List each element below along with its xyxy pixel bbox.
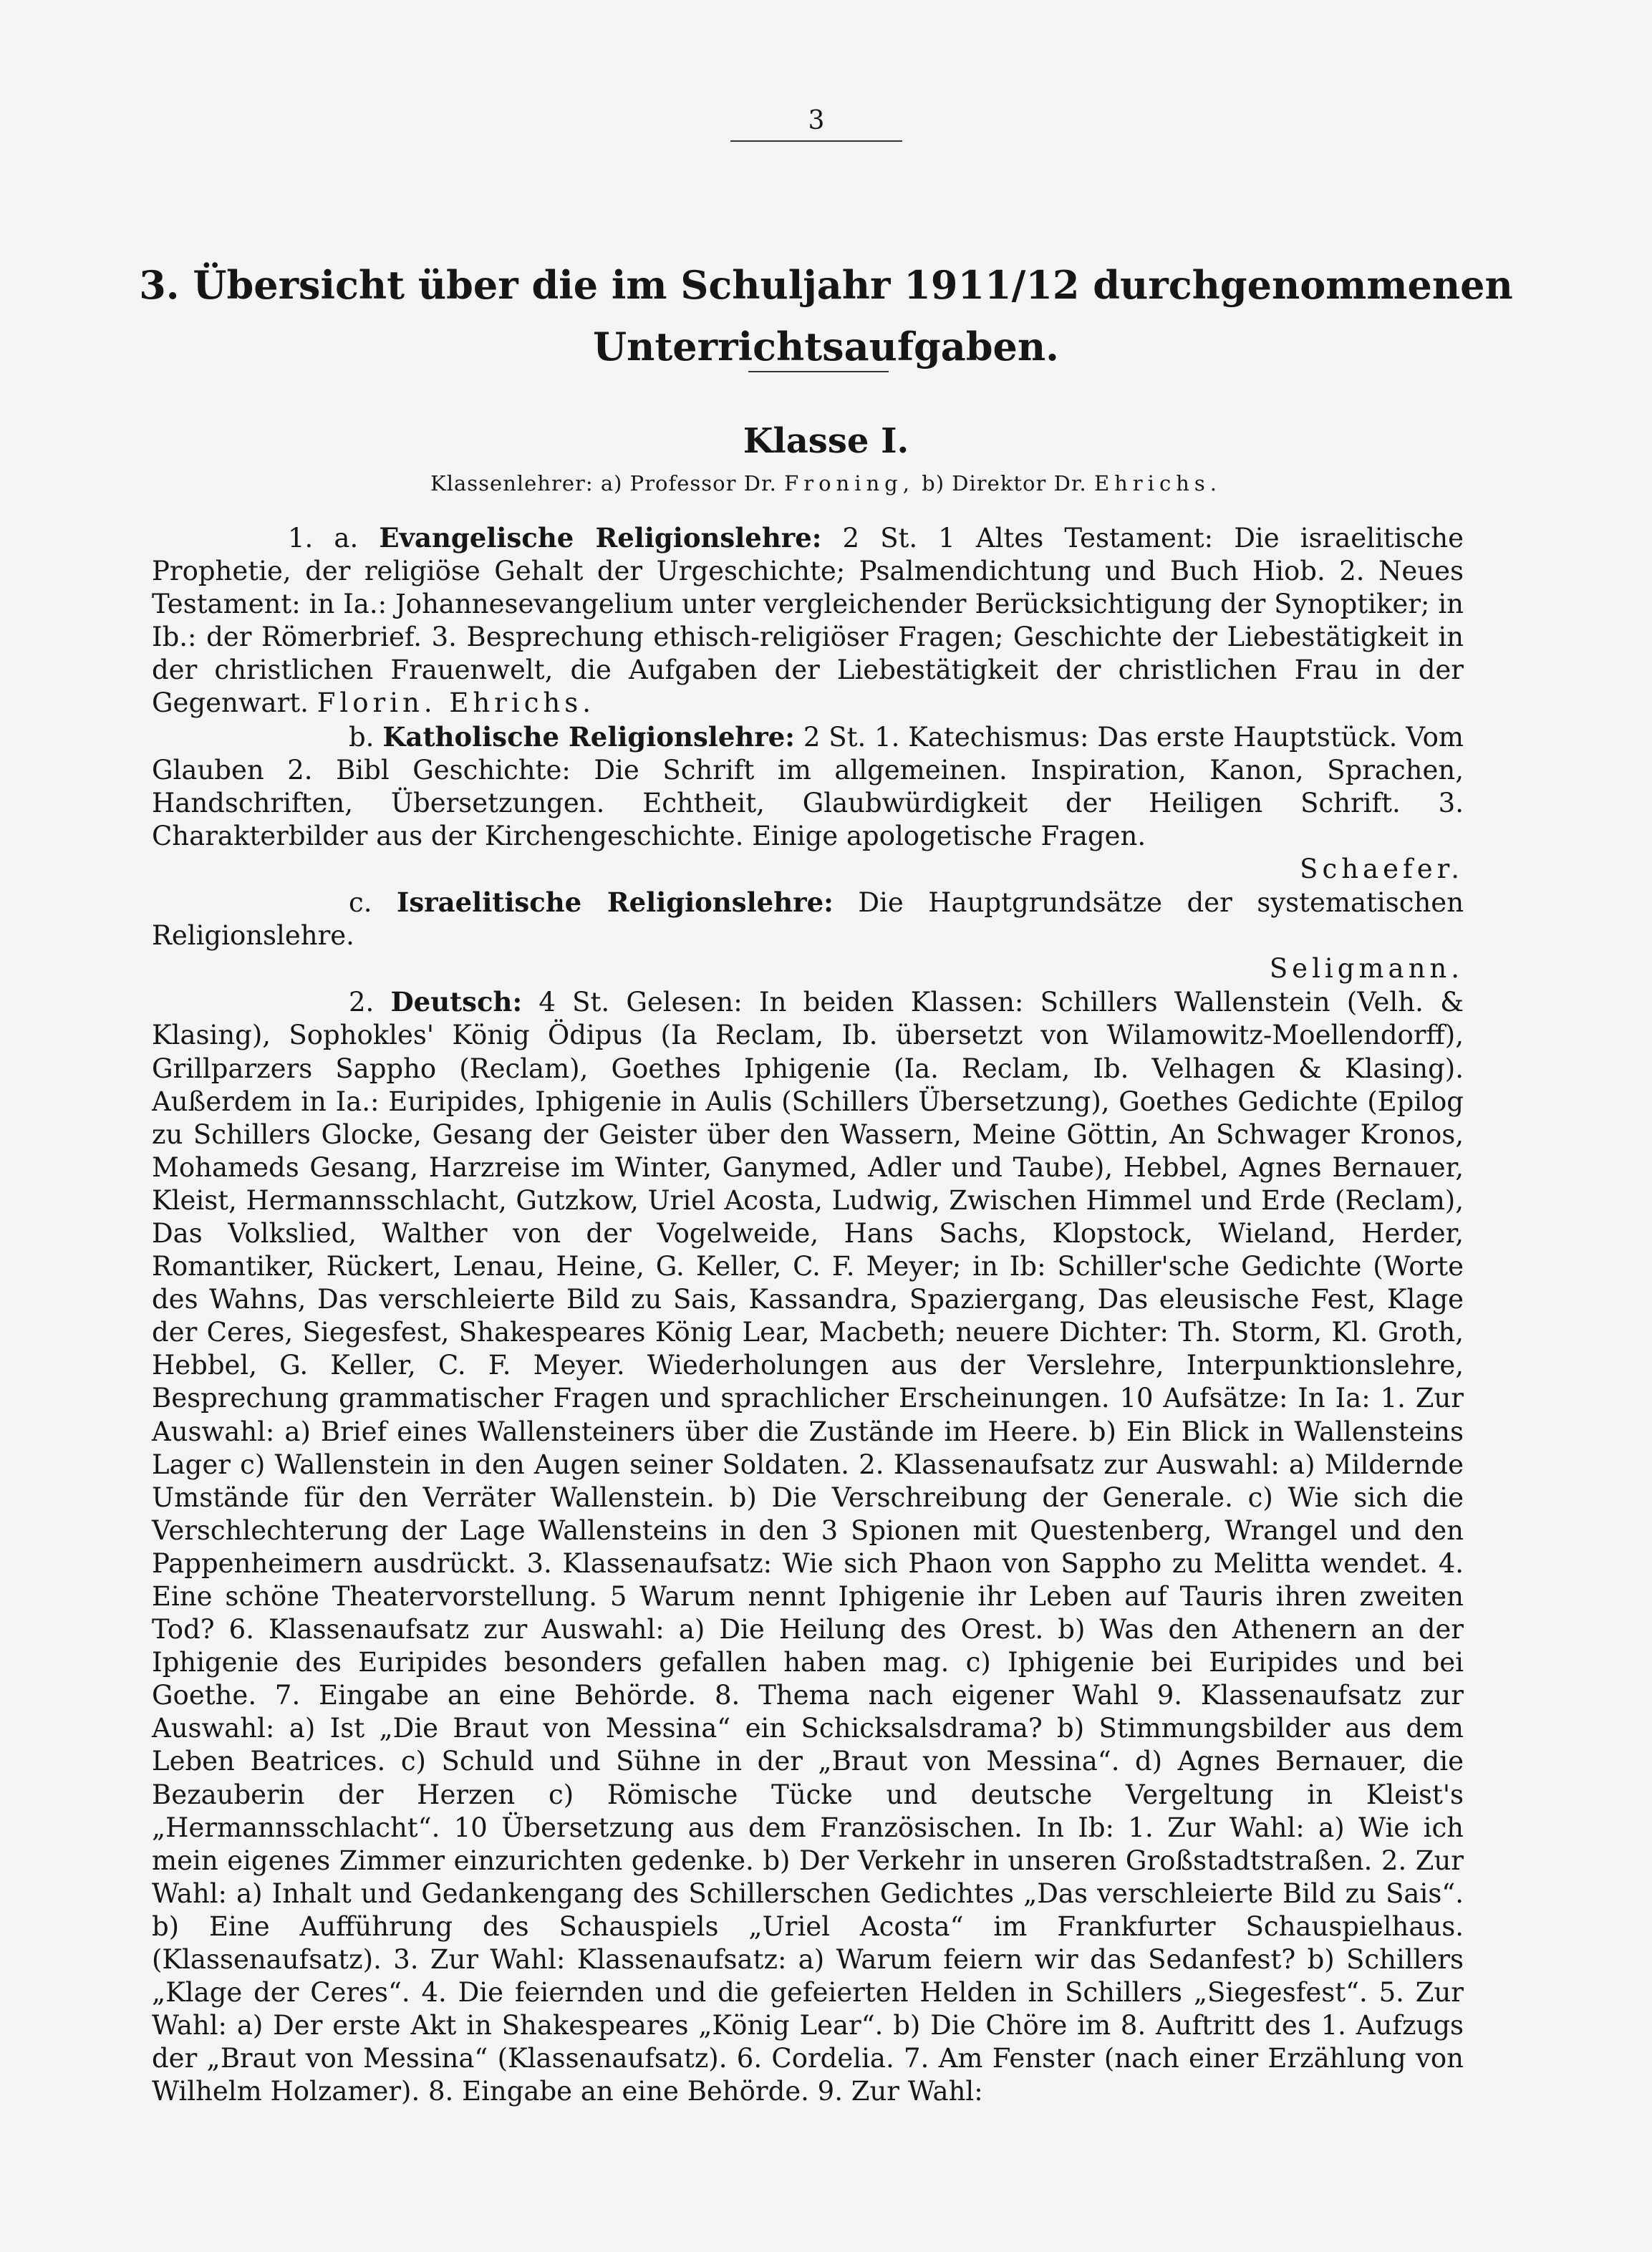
title-rule: [748, 371, 889, 372]
section-number: 1. a.: [288, 523, 359, 554]
teacher-b-name: Ehrichs.: [1093, 471, 1222, 496]
class-heading: Klasse I.: [743, 421, 909, 461]
body-text: [152, 521, 1464, 2109]
section-heading: Katholische Religionslehre:: [382, 720, 795, 753]
signature-line: [152, 853, 1464, 886]
class-teachers: [129, 471, 1523, 496]
section-number: 2.: [349, 987, 375, 1018]
section-signature: Florin. Ehrichs.: [317, 687, 596, 719]
section-catholic-religion: [152, 720, 1464, 853]
section-signature: Schaefer.: [1300, 853, 1464, 884]
section-german: [152, 985, 1464, 2108]
teachers-label: Klassenlehrer:: [430, 471, 594, 496]
section-text: 2 St. 1. Katechismus: Das erste Hauptstück. Vom Glauben 2. Bibl Geschichte: Die Schrift im allgemeinen. Inspiration, Kanon, Sprachen, Handschriften, Übersetzungen. Echtheit, Glaubwürdigkeit der Heiligen Schrift. 3. Charakterbilder aus der Kirchengeschichte. Einige apologetische Fragen.: [152, 721, 1464, 851]
section-number: b.: [349, 721, 375, 753]
section-text: 2 St. 1 Altes Testament: Die israelitische Prophetie, der religiöse Gehalt der Urgeschichte; Psalmendichtung und Buch Hiob. 2. Neues Testament: in Ia.: Johannesevangelium unter vergleichender Berücksichtigung der Synoptiker; in Ib.: der Römerbrief. 3. Besprechung ethisch-religiöser Fragen; Geschichte der Liebestätigkeit in der christlichen Frauenwelt, die Aufgaben der Liebestätigkeit der christlichen Frau in der Gegenwart.: [152, 523, 1464, 719]
section-heading: Deutsch:: [390, 986, 523, 1018]
section-number: c.: [349, 887, 372, 919]
section-signature: Seligmann.: [1269, 953, 1464, 985]
section-heading: Evangelische Religionslehre:: [379, 522, 822, 554]
teacher-b: b) Direktor Dr.: [922, 471, 1087, 496]
section-text: Die Hauptgrundsätze der systematischen Religionslehre.: [152, 887, 1464, 952]
header-rule: [730, 140, 902, 142]
section-text: 4 St. Gelesen: In beiden Klassen: Schillers Wallenstein (Velh. & Klasing), Sophokles' König Ödipus (Ia Reclam, Ib. übersetzt von Wilamowitz-Moellendorff), Grillparzers Sappho (Reclam), Goethes Iphigenie (Ia. Reclam, Ib. Velhagen & Klasing). Außerdem in Ia.: Euripides, Iphigenie in Aulis (Schillers Übersetzung), Goethes Gedichte (Epilog zu Schillers Glocke, Gesang der Geister über den Wassern, Meine Göttin, An Schwager Kronos, Mohameds Gesang, Harzreise im Winter, Ganymed, Adler und Taube), Hebbel, Agnes Bernauer, Kleist, Hermannsschlacht, Gutzkow, Uriel Acosta, Ludwig, Zwischen Himmel und Erde (Reclam), Das Volkslied, Walther von der Vogelweide, Hans Sachs, Klopstock, Wieland, Herder, Romantiker, Rückert, Lenau, Heine, G. Keller, C. F. Meyer; in Ib: Schiller'sche Gedichte (Worte des Wahns, Das verschleierte Bild zu Sais, Kassandra, Spaziergang, Das eleusische Fest, Klage der Ceres, Siegesfest, Shakespeares König Lear, Macbeth; neuere Dichter: Th. Storm, Kl. Groth, Hebbel, G. Keller, C. F. Meyer. Wiederholungen aus der Verslehre, Interpunktionslehre, Besprechung grammatischer Fragen und sprachlicher Erscheinungen. 10 Aufsätze: In Ia: 1. Zur Auswahl: a) Brief eines Wallensteiners über die Zustände im Heere. b) Ein Blick in Wallensteins Lager c) Wallenstein in den Augen seiner Soldaten. 2. Klassenaufsatz zur Auswahl: a) Mildernde Umstände für den Verräter Wallenstein. b) Die Verschreibung der Generale. c) Wie sich die Verschlechterung der Lage Wallensteins in den 3 Spionen mit Questenberg, Wrangel und den Pappenheimern ausdrückt. 3. Klassenaufsatz: Wie sich Phaon von Sappho zu Melitta wendet. 4. Eine schöne Theatervorstellung. 5 Warum nennt Iphigenie ihr Leben auf Tauris ihren zweiten Tod? 6. Klassenaufsatz zur Auswahl: a) Die Heilung des Orest. b) Was den Athenern an der Iphigenie des Euripides besonders gefallen haben mag. c) Iphigenie bei Euripides und bei Goethe. 7. Eingabe an eine Behörde. 8. Thema nach eigener Wahl 9. Klassenaufsatz zur Auswahl: a) Ist „Die Braut von Messina“ ein Schicksalsdrama? b) Stimmungsbilder aus dem Leben Beatrices. c) Schuld und Sühne in der „Braut von Messina“. d) Agnes Bernauer, die Bezauberin der Herzen c) Römische Tücke und deutsche Vergeltung in Kleist's „Hermannsschlacht“. 10 Übersetzung aus dem Französischen. In Ib: 1. Zur Wahl: a) Wie ich mein eigenes Zimmer einzurichten gedenke. b) Der Verkehr in unseren Großstadtstraßen. 2. Zur Wahl: a) Inhalt und Gedankengang des Schillerschen Gedichtes „Das verschleierte Bild zu Sais“. b) Eine Aufführung des Schauspiels „Uriel Acosta“ im Frankfurter Schauspielhaus. (Klassenaufsatz). 3. Zur Wahl: Klassenaufsatz: a) Warum feiern wir das Sedanfest? b) Schillers „Klage der Ceres“. 4. Die feiernden und die gefeierten Helden in Schillers „Siegesfest“. 5. Zur Wahl: a) Der erste Akt in Shakespeares „König Lear“. b) Die Chöre im 8. Auftritt des 1. Aufzugs der „Braut von Messina“ (Klassenaufsatz). 6. Cordelia. 7. Am Fenster (nach einer Erzählung von Wilhelm Holzamer). 8. Eingabe an eine Behörde. 9. Zur Wahl:: [152, 987, 1464, 2107]
section-evangelical-religion: [152, 521, 1464, 720]
signature-line: [152, 952, 1464, 985]
section-israelite-religion: [152, 886, 1464, 952]
section-heading: Israelitische Religionslehre:: [397, 886, 834, 919]
teacher-a-name: Froning,: [784, 471, 914, 496]
page-title: 3. Übersicht über die im Schuljahr 1911/12 durchgenommenen Unterrichtsaufgaben.: [139, 262, 1513, 369]
teacher-a: a) Professor Dr.: [600, 471, 777, 496]
page-number: 3: [808, 106, 825, 135]
